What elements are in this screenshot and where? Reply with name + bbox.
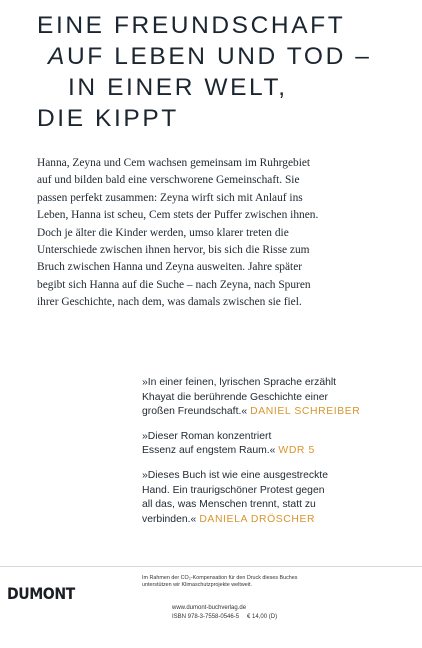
review-quote <box>142 469 402 527</box>
price: € 14,00 (D) <box>247 614 278 620</box>
quote-line-text: Essenz auf engstem Raum.« <box>142 445 276 457</box>
quote-line: all das, was Menschen trennt, statt zu <box>142 499 316 511</box>
quote-line-text: großen Freundschaft.« <box>142 406 248 418</box>
quote-source: DANIELA DRÖSCHER <box>199 513 316 525</box>
quote-line-last <box>142 405 402 420</box>
blurb-line: begibt sich Hanna auf die Suche – nach Zeyna, nach Spuren <box>37 278 311 291</box>
headline-line-2 <box>37 41 417 72</box>
quote-line-last <box>142 444 402 459</box>
quote-source: WDR 5 <box>278 445 315 457</box>
headline-line-1: EINE FREUNDSCHAFT <box>37 12 346 39</box>
blurb-line: passen perfekt zusammen: Zeyna wirft sich mit Anlauf ins <box>37 191 303 204</box>
blurb-line: Hanna, Zeyna und Cem wachsen gemeinsam im Ruhrgebiet <box>37 157 311 169</box>
headline-line-2-italic: A <box>48 43 67 70</box>
publisher-url: www.dumont-buchverlag.de <box>172 605 247 611</box>
blurb-line: Unterschiede zwischen ihnen hervor, bis sich die Risse zum <box>37 244 310 257</box>
blurb-line: ihrer Geschichte, nach dem, was damals zwischen sie fiel. <box>37 296 302 309</box>
review-quotes <box>142 376 402 537</box>
quote-source: DANIEL SCHREIBER <box>250 406 361 418</box>
isbn-price-line <box>172 613 277 622</box>
quote-line: »In einer feinen, lyrischen Sprache erzählt <box>142 377 337 388</box>
co2-note-line: unterstützen wir Klimaschutzprojekte weltweit. <box>142 582 252 589</box>
isbn: ISBN 978-3-7558-0546-5 <box>172 614 240 620</box>
headline-line-2-rest: UF LEBEN UND TOD – <box>66 43 372 70</box>
blurb-text <box>37 155 390 312</box>
quote-line: »Dieser Roman konzentriert <box>142 430 272 442</box>
quote-line-last <box>142 513 402 528</box>
publisher-logo: DUMONT <box>7 584 75 603</box>
headline <box>37 10 417 134</box>
imprint <box>172 604 277 622</box>
review-quote <box>142 376 402 420</box>
blurb-line: Bruch zwischen Hanna und Zeyna ausweiten. Jahre später <box>37 261 303 274</box>
quote-line: Khayat die berührende Geschichte einer <box>142 391 328 403</box>
co2-note-line: Im Rahmen der CO₂-Kompensation für den Druck dieses Buches <box>142 575 298 581</box>
blurb-line: Doch je älter die Kinder werden, umso klarer treten die <box>37 226 289 239</box>
headline-line-3: IN EINER WELT, <box>68 74 288 101</box>
headline-line-4: DIE KIPPT <box>37 105 179 132</box>
quote-line: »Dieses Buch ist wie eine ausgestreckte <box>142 469 328 481</box>
quote-line: Hand. Ein traurigschöner Protest gegen <box>142 484 325 496</box>
review-quote <box>142 430 402 459</box>
divider <box>0 566 422 567</box>
blurb-line: Leben, Hanna ist scheu, Cem stets der Puffer zwischen ihnen. <box>37 209 319 222</box>
co2-note <box>142 575 412 590</box>
quote-line-text: verbinden.« <box>142 513 197 525</box>
blurb-line: auf und bilden bald eine verschworene Gemeinschaft. Sie <box>37 174 300 187</box>
